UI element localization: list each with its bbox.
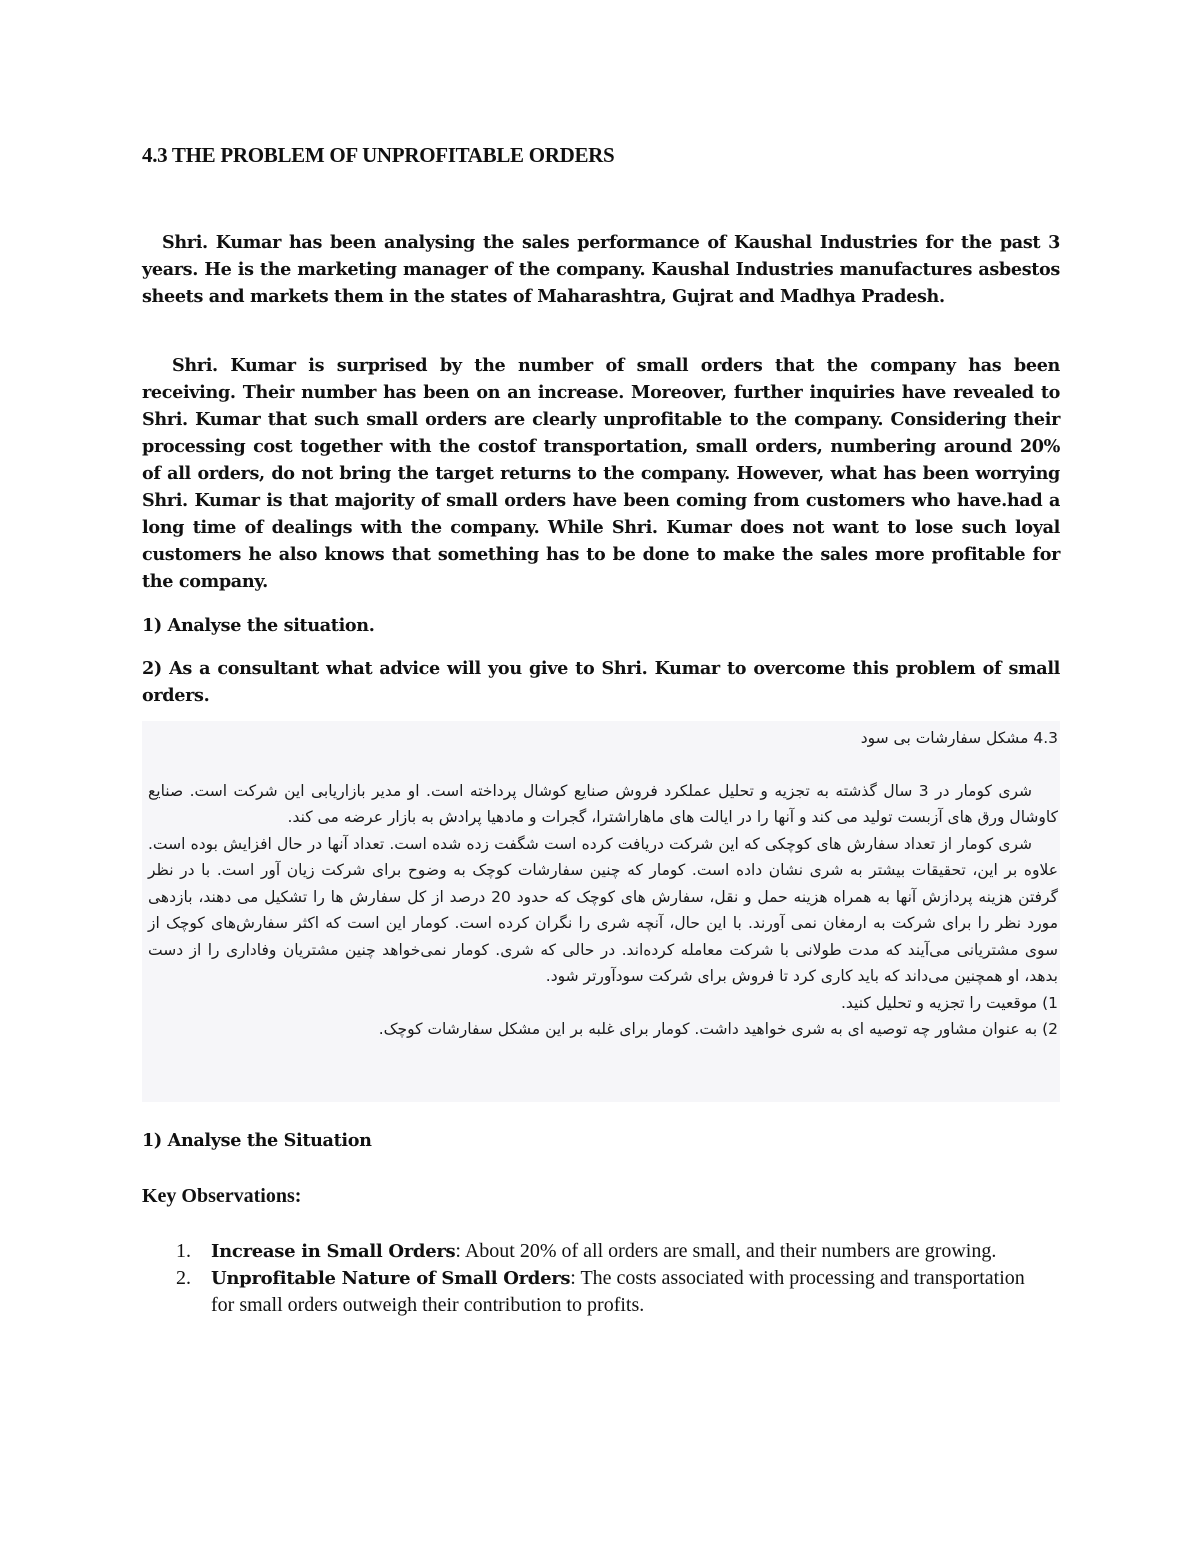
observation-text: : The costs associated with processing and transportation for small orders outweigh their contribution to profits. (211, 1267, 1025, 1316)
persian-translation-box (142, 721, 1060, 1102)
case-paragraph-1: Shri. Kumar has been analysing the sales performance of Kaushal Industries for the past 3 years. He is the marketing manager of the company. Kaushal Industries manufactures asbestos sheets and markets them in the states of Maharashtra, Gujrat and Madhya Pradesh. (142, 232, 1060, 307)
question-1: 1) Analyse the situation. (142, 615, 375, 636)
translation-paragraph-2: شری کومار از تعداد سفارش های کوچکی که این شرکت دریافت کرده است شگفت زده شده است. تعداد آنها در حال افزایش بوده است. علاوه بر این، تحقیقات بیشتر به شری نشان داده است. کومار که چنین سفارشات کوچک به وضوح برای شرکت زیان آور است. با در نظر گرفتن هزینه پردازش آنها به همراه هزینه حمل و نقل، سفارش های کوچک که حدود 20 درصد از کل سفارش ها را تشکیل می دهند، بازدهی مورد نظر را برای شرکت به ارمغان نمی آورند. با این حال، آنچه شری را نگران کرده است. کومار این است که اکثر سفارش‌های کوچک از سوی مشتریانی می‌آیند که مدت طولانی با شرکت معامله کرده‌اند. در حالی که شری. کومار نمی‌خواهد چنین مشتریان وفاداری را از دست بدهد، او همچنین می‌داند که باید کاری کرد تا فروش برای شرکت سودآورتر شود. (148, 834, 1058, 985)
translation-paragraph-1: شری کومار در 3 سال گذشته به تجزیه و تحلیل عملکرد فروش صنایع کوشال پرداخته است. او مدیر بازاریابی این شرکت است. صنایع کاوشال ورق های آزبست تولید می کند و آنها را در ایالت های ماهاراشترا، گجرات و مادهیا پرادش به بازار عرضه می کند. (148, 781, 1058, 826)
observation-term: Unprofitable Nature of Small Orders (211, 1268, 571, 1289)
persian-translation (142, 721, 1060, 1043)
list-number: 2. (176, 1267, 191, 1289)
case-paragraph-2: Shri. Kumar is surprised by the number of small orders that the company has been receiving. Their number has been on an increase. Moreover, further inquiries have revealed to Shri. Kumar that such small orders are clearly unprofitable to the company. Considering their processing cost together with the costof transportation, small orders, numbering around 20% of all orders, do not bring the target returns to the company. However, what has been worrying Shri. Kumar is that majority of small orders have been coming from customers who have.had a long time of dealings with the company. While Shri. Kumar does not want to lose such loyal customers he also knows that something has to be done to make the sales more profitable for the company. (142, 355, 1060, 592)
translation-question-2: 2) به عنوان مشاور چه توصیه ای به شری خواهید داشت. کومار برای غلبه بر این مشکل سفارشات کوچک. (378, 1020, 1058, 1038)
list-item (142, 1265, 1042, 1319)
observations-heading: Key Observations: (142, 1185, 302, 1207)
translation-question-1: 1) موقعیت را تجزیه و تحلیل کنید. (840, 993, 1058, 1012)
list-item (142, 1238, 1042, 1265)
observation-term: Increase in Small Orders (211, 1241, 456, 1262)
translation-title: 4.3 مشکل سفارشات بی سود (860, 729, 1058, 747)
observation-text: : About 20% of all orders are small, and their numbers are growing. (455, 1240, 997, 1262)
question-2: 2) As a consultant what advice will you give to Shri. Kumar to overcome this problem of small orders. (142, 658, 1060, 706)
answer-heading: 1) Analyse the Situation (142, 1130, 372, 1151)
list-number: 1. (176, 1240, 191, 1262)
observations-list (142, 1238, 1042, 1319)
case-title: 4.3 THE PROBLEM OF UNPROFITABLE ORDERS (142, 143, 615, 167)
